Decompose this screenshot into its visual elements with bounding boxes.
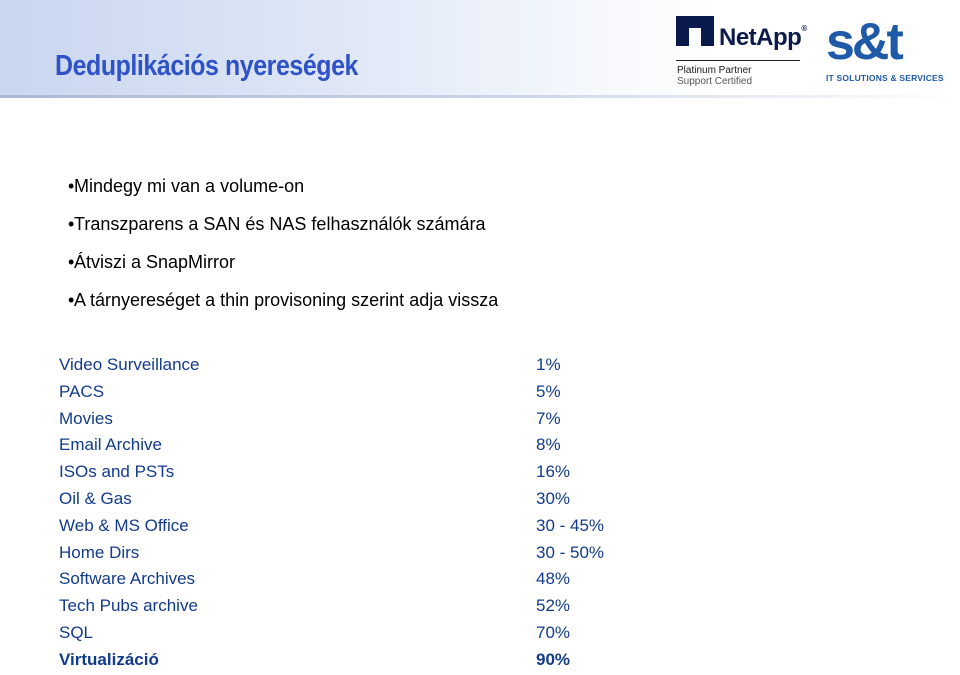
bullet-item bbox=[68, 250, 498, 288]
row-savings: 48% bbox=[536, 569, 571, 589]
snt-logo bbox=[826, 14, 901, 70]
page-title: Deduplikációs nyereségek bbox=[55, 50, 358, 82]
row-category: Virtualizáció bbox=[59, 649, 159, 669]
row-category: ISOs and PSTs bbox=[59, 462, 175, 482]
bullet-dot-icon: • bbox=[68, 290, 75, 310]
row-savings: 30 - 50% bbox=[536, 542, 605, 562]
row-savings: 5% bbox=[536, 381, 561, 401]
row-savings: 30% bbox=[536, 488, 571, 508]
row-savings: 8% bbox=[536, 435, 561, 455]
row-savings: 7% bbox=[536, 408, 561, 428]
netapp-trademark: ® bbox=[801, 24, 807, 33]
bullet-dot-icon: • bbox=[68, 214, 75, 234]
row-category: Oil & Gas bbox=[59, 488, 132, 508]
row-category: Home Dirs bbox=[59, 542, 140, 562]
row-category: Tech Pubs archive bbox=[59, 596, 198, 616]
row-category: SQL bbox=[59, 622, 94, 642]
partner-line-2: Support Certified bbox=[677, 76, 753, 87]
row-category: Web & MS Office bbox=[59, 515, 189, 535]
feature-bullet-list bbox=[68, 174, 498, 326]
bullet-text: Transzparens a SAN és NAS felhasználók számára bbox=[74, 214, 486, 234]
bullet-item bbox=[68, 174, 498, 212]
row-category: Video Surveillance bbox=[59, 355, 200, 374]
row-category: PACS bbox=[59, 381, 105, 401]
snt-logo-amp: & bbox=[851, 13, 887, 71]
header-band bbox=[0, 0, 960, 98]
bullet-dot-icon: • bbox=[68, 176, 75, 196]
netapp-logo-wordmark bbox=[719, 24, 807, 52]
row-category: Software Archives bbox=[59, 569, 196, 589]
row-savings: 52% bbox=[536, 596, 571, 616]
partner-line-1: Platinum Partner bbox=[677, 65, 752, 76]
bullet-item bbox=[68, 288, 498, 326]
row-savings: 1% bbox=[536, 355, 561, 374]
row-savings: 90% bbox=[536, 649, 571, 669]
snt-logo-t: t bbox=[886, 13, 901, 71]
header-divider bbox=[0, 95, 960, 98]
snt-logo-s: s bbox=[826, 13, 852, 71]
bullet-item bbox=[68, 212, 498, 250]
row-savings: 16% bbox=[536, 462, 571, 482]
bullet-text: A tárnyereséget a thin provisoning szerint adja vissza bbox=[74, 290, 499, 310]
row-savings: 30 - 45% bbox=[536, 515, 605, 535]
netapp-wordmark-text: NetApp bbox=[719, 24, 802, 51]
snt-tagline: IT SOLUTIONS & SERVICES bbox=[826, 73, 944, 83]
row-savings: 70% bbox=[536, 622, 571, 642]
bullet-text: Mindegy mi van a volume-on bbox=[74, 176, 305, 196]
bullet-dot-icon: • bbox=[68, 252, 75, 272]
row-category: Movies bbox=[59, 408, 113, 428]
row-category: Email Archive bbox=[59, 435, 162, 455]
logo-separator bbox=[676, 60, 800, 61]
netapp-n-icon bbox=[676, 16, 714, 46]
bullet-text: Átviszi a SnapMirror bbox=[74, 252, 236, 272]
